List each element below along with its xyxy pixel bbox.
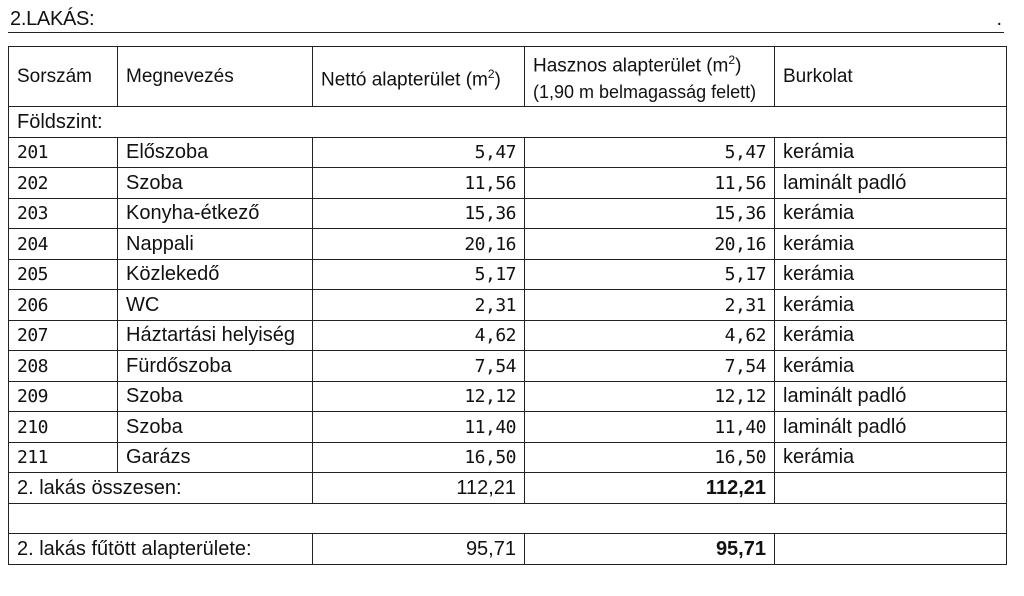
table-row <box>9 290 1007 321</box>
header-hasznos-sub: (1,90 m belmagasság felett) <box>533 82 757 103</box>
cell-burkolat: laminált padló <box>775 381 1007 412</box>
header-sorszam: Sorszám <box>9 47 118 107</box>
table-row <box>9 259 1007 290</box>
cell-netto: 16,50 <box>313 442 525 473</box>
header-megnevezes: Megnevezés <box>118 47 313 107</box>
cell-megnevezes: WC <box>118 290 313 321</box>
cell-netto: 5,47 <box>313 137 525 168</box>
cell-hasznos: 15,36 <box>525 198 775 229</box>
cell-netto: 11,40 <box>313 412 525 443</box>
cell-netto: 4,62 <box>313 320 525 351</box>
table-header-row <box>9 47 1007 107</box>
table-row <box>9 442 1007 473</box>
cell-sorszam: 205 <box>9 259 118 290</box>
cell-burkolat: laminált padló <box>775 412 1007 443</box>
cell-megnevezes: Szoba <box>118 412 313 443</box>
cell-netto: 20,16 <box>313 229 525 260</box>
cell-netto: 7,54 <box>313 351 525 382</box>
cell-burkolat: laminált padló <box>775 168 1007 199</box>
total-burkolat-empty <box>775 473 1007 504</box>
total-label: 2. lakás összesen: <box>9 473 313 504</box>
blank-row <box>9 503 1007 534</box>
cell-megnevezes: Előszoba <box>118 137 313 168</box>
blank-cell <box>9 503 1007 534</box>
cell-burkolat: kerámia <box>775 351 1007 382</box>
cell-sorszam: 202 <box>9 168 118 199</box>
cell-burkolat: kerámia <box>775 198 1007 229</box>
cell-sorszam: 210 <box>9 412 118 443</box>
header-netto: Nettó alapterület $(m^2)$ <box>313 47 525 107</box>
section-row <box>9 107 1007 138</box>
cell-burkolat: kerámia <box>775 259 1007 290</box>
cell-sorszam: 209 <box>9 381 118 412</box>
table-row <box>9 351 1007 382</box>
cell-hasznos: 12,12 <box>525 381 775 412</box>
cell-burkolat: kerámia <box>775 229 1007 260</box>
table-row <box>9 229 1007 260</box>
cell-hasznos: 4,62 <box>525 320 775 351</box>
heated-netto: 95,71 <box>313 534 525 565</box>
cell-netto: 15,36 <box>313 198 525 229</box>
heated-burkolat-empty <box>775 534 1007 565</box>
heated-row <box>9 534 1007 565</box>
cell-megnevezes: Nappali <box>118 229 313 260</box>
heated-label: 2. lakás fűtött alapterülete: <box>9 534 313 565</box>
heading-title: 2.LAKÁS: <box>10 8 95 30</box>
cell-hasznos: 11,40 <box>525 412 775 443</box>
cell-burkolat: kerámia <box>775 290 1007 321</box>
cell-megnevezes: Konyha-étkező <box>118 198 313 229</box>
table-row <box>9 168 1007 199</box>
cell-hasznos: 5,47 <box>525 137 775 168</box>
cell-burkolat: kerámia <box>775 320 1007 351</box>
cell-netto: 12,12 <box>313 381 525 412</box>
area-table <box>8 46 1007 565</box>
cell-burkolat: kerámia <box>775 442 1007 473</box>
cell-hasznos: 16,50 <box>525 442 775 473</box>
header-burkolat: Burkolat <box>775 47 1007 107</box>
document-heading <box>8 8 1004 33</box>
cell-hasznos: 11,56 <box>525 168 775 199</box>
cell-burkolat: kerámia <box>775 137 1007 168</box>
heated-hasznos: 95,71 <box>525 534 775 565</box>
cell-hasznos: 7,54 <box>525 351 775 382</box>
cell-sorszam: 207 <box>9 320 118 351</box>
cell-megnevezes: Szoba <box>118 381 313 412</box>
section-label: Földszint: <box>9 107 1007 138</box>
cell-megnevezes: Háztartási helyiség <box>118 320 313 351</box>
table-row <box>9 320 1007 351</box>
cell-sorszam: 201 <box>9 137 118 168</box>
header-hasznos: Hasznos alapterület $(m^2)$ (1,90 m belmagasság felett) <box>525 47 775 107</box>
table-row <box>9 137 1007 168</box>
cell-sorszam: 211 <box>9 442 118 473</box>
total-netto: 112,21 <box>313 473 525 504</box>
total-row <box>9 473 1007 504</box>
cell-netto: 11,56 <box>313 168 525 199</box>
cell-megnevezes: Szoba <box>118 168 313 199</box>
cell-megnevezes: Fürdőszoba <box>118 351 313 382</box>
heading-trailing: . <box>996 8 1002 30</box>
cell-netto: 5,17 <box>313 259 525 290</box>
cell-hasznos: 2,31 <box>525 290 775 321</box>
cell-sorszam: 208 <box>9 351 118 382</box>
cell-megnevezes: Garázs <box>118 442 313 473</box>
cell-sorszam: 204 <box>9 229 118 260</box>
total-hasznos: 112,21 <box>525 473 775 504</box>
table-row <box>9 381 1007 412</box>
cell-sorszam: 206 <box>9 290 118 321</box>
cell-netto: 2,31 <box>313 290 525 321</box>
cell-sorszam: 203 <box>9 198 118 229</box>
cell-hasznos: 20,16 <box>525 229 775 260</box>
table-row <box>9 198 1007 229</box>
cell-megnevezes: Közlekedő <box>118 259 313 290</box>
table-row <box>9 412 1007 443</box>
cell-hasznos: 5,17 <box>525 259 775 290</box>
